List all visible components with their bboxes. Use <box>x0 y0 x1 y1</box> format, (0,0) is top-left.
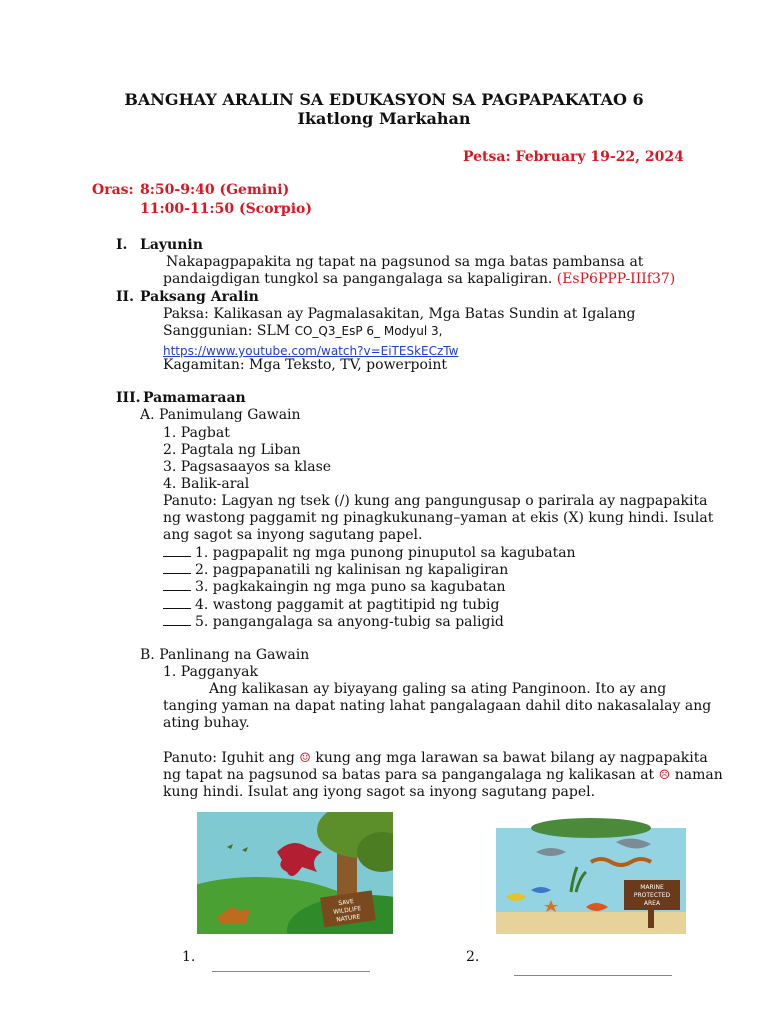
panuto-line: ang sagot sa inyong sagutang papel. <box>163 527 423 543</box>
marine-scene-icon <box>496 812 686 934</box>
list-item: 1. Pagbat <box>163 425 230 441</box>
answer-item-text: 3. pagkakaingin ng mga puno sa kagubatan <box>195 579 506 595</box>
panuto2-text: kung ang mga larawan sa bawat bilang ay nagpapakita <box>315 750 708 766</box>
panuto2-line-1 <box>163 750 708 767</box>
sign-text: PROTECTED <box>633 892 671 899</box>
paragraph-line: Ang kalikasan ay biyayang galing sa ating Panginoon. Ito ay ang <box>209 681 667 697</box>
answer-item <box>163 544 576 562</box>
answer-line-2[interactable] <box>514 975 672 976</box>
section-iii-heading: Pamamaraan <box>143 390 246 406</box>
image-label-1: 1. <box>182 949 196 965</box>
sanggunian-line <box>163 323 442 340</box>
kagamitan-line: Kagamitan: Mga Teksto, TV, powerpoint <box>163 357 448 373</box>
sign-text: AREA <box>643 900 661 907</box>
sign-text: MARINE <box>640 884 664 891</box>
section-ii-heading: Paksang Aralin <box>140 289 259 305</box>
answer-item-text: 2. pagpapanatili ng kalinisan ng kapaligiran <box>195 562 509 578</box>
layunin-line-1: Nakapagpapakita ng tapat na pagsunod sa mga batas pambansa at <box>166 254 644 270</box>
answer-item <box>163 613 504 631</box>
sanggunian-code: CO_Q3_EsP 6_ Modyul 3, <box>294 324 443 338</box>
answer-line-1[interactable] <box>212 971 370 972</box>
answer-blank[interactable] <box>163 578 191 591</box>
paragraph-line: ating buhay. <box>163 715 250 731</box>
document-subtitle: Ikatlong Markahan <box>297 109 471 128</box>
answer-blank[interactable] <box>163 544 191 557</box>
answer-blank[interactable] <box>163 561 191 574</box>
panuto2-text: Panuto: Iguhit ang <box>163 750 295 766</box>
wildlife-scene-icon <box>197 812 393 934</box>
youtube-link[interactable]: https://www.youtube.com/watch?v=EiTESkECzTw <box>163 344 459 358</box>
panuto-line: Panuto: Lagyan ng tsek (/) kung ang pangungusap o parirala ay nagpapakita <box>163 493 708 509</box>
petsa-date: Petsa: February 19-22, 2024 <box>463 149 684 165</box>
list-item: 3. Pagsasaayos sa klase <box>163 459 332 475</box>
panuto-line: ng wastong paggamit ng pinagkukunang–yaman at ekis (X) kung hindi. Isulat <box>163 510 714 526</box>
pagganyak-item: 1. Pagganyak <box>163 664 258 680</box>
frown-icon: ☹ <box>658 768 671 783</box>
answer-item-text: 1. pagpapalit ng mga punong pinuputol sa kagubatan <box>195 545 576 561</box>
section-i-number: I. <box>116 237 128 253</box>
panuto2-line-3: kung hindi. Isulat ang iyong sagot sa inyong sagutang papel. <box>163 784 596 800</box>
answer-item-text: 5. pangangalaga sa anyong-tubig sa paligid <box>195 614 504 630</box>
layunin-line-2 <box>163 271 675 288</box>
panuto2-text: naman <box>674 767 723 783</box>
smiley-icon: ☺ <box>299 751 311 766</box>
oras-time-scorpio: 11:00-11:50 (Scorpio) <box>140 201 312 217</box>
sign-text: SAVE <box>337 898 355 908</box>
panimulang-gawain-heading: A. Panimulang Gawain <box>140 407 301 423</box>
answer-item <box>163 561 508 579</box>
answer-item-text: 4. wastong paggamit at pagtitipid ng tubig <box>195 597 500 613</box>
oras-label: Oras: <box>92 182 134 198</box>
paksa-line: Paksa: Kalikasan ay Pagmalasakitan, Mga Batas Sundin at Igalang <box>163 306 636 322</box>
layunin-text: pandaigdigan tungkol sa pangangalaga sa kapaligiran. <box>163 271 553 287</box>
section-ii-number: II. <box>116 289 134 305</box>
list-item: 4. Balik-aral <box>163 476 250 492</box>
competency-code: (EsP6PPP-IIIf37) <box>556 271 676 287</box>
answer-item <box>163 596 499 614</box>
document-title: BANGHAY ARALIN SA EDUKASYON SA PAGPAPAKATAO 6 <box>124 90 644 109</box>
answer-item <box>163 578 506 596</box>
sign-text: WILDLIFE <box>332 905 362 916</box>
sign-text: NATURE <box>335 913 361 924</box>
panuto2-text: ng tapat na pagsunod sa batas para sa pangangalaga ng kalikasan at <box>163 767 655 783</box>
paragraph-line: tanging yaman na dapat nating lahat pangalagaan dahil dito nakasalalay ang <box>163 698 712 714</box>
list-item: 2. Pagtala ng Liban <box>163 442 301 458</box>
panuto2-line-2 <box>163 767 723 784</box>
section-i-heading: Layunin <box>140 237 203 253</box>
oras-time-gemini: 8:50-9:40 (Gemini) <box>140 182 290 198</box>
sanggunian-label: Sanggunian: SLM <box>163 323 291 339</box>
image-label-2: 2. <box>466 949 480 965</box>
answer-blank[interactable] <box>163 613 191 626</box>
section-iii-number: III. <box>116 390 141 406</box>
wildlife-illustration <box>197 812 393 934</box>
marine-illustration <box>496 812 686 934</box>
panlinang-gawain-heading: B. Panlinang na Gawain <box>140 647 310 663</box>
answer-blank[interactable] <box>163 596 191 609</box>
